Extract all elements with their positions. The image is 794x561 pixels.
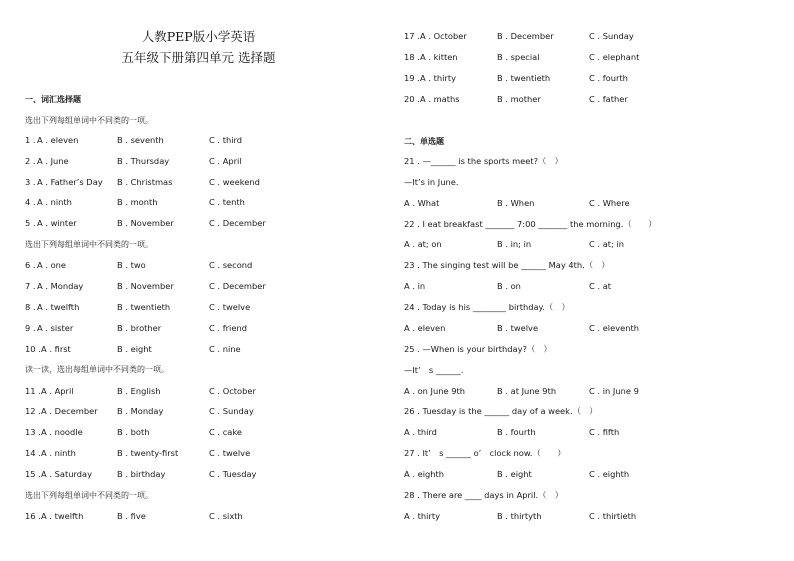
option-c[interactable]: C . at [589, 281, 612, 291]
option-c[interactable]: C . tenth [209, 197, 245, 207]
question-dialogue-line: —It’s in June. [404, 177, 459, 187]
section-heading-vocab: 一、词汇选择题 [25, 95, 81, 104]
option-b[interactable]: B . month [117, 197, 158, 207]
question-number: 10 . [25, 344, 41, 354]
option-b[interactable]: B . special [497, 52, 540, 62]
option-b[interactable]: B . five [117, 511, 146, 521]
option-c[interactable]: C . thirtieth [589, 511, 637, 521]
option-c[interactable]: C . elephant [589, 52, 640, 62]
option-b[interactable]: B . Thursday [117, 156, 170, 166]
option-c[interactable]: C . eleventh [589, 323, 640, 333]
question-number: 9 . [25, 323, 36, 333]
option-c[interactable]: C . sixth [209, 511, 243, 521]
question-number: 17 . [404, 31, 420, 41]
section-heading-single-choice: 二、单选题 [404, 137, 444, 146]
option-c[interactable]: C . nine [209, 344, 241, 354]
option-b[interactable]: B . When [497, 198, 535, 208]
option-a[interactable]: A . kitten [420, 52, 458, 62]
option-b[interactable]: B . brother [117, 323, 162, 333]
option-a[interactable]: A . noodle [41, 427, 83, 437]
option-a[interactable]: A . Monday [37, 281, 84, 291]
option-a[interactable]: A . in [404, 281, 426, 291]
option-a[interactable]: A . at; on [404, 239, 442, 249]
option-a[interactable]: A . October [420, 31, 467, 41]
question-number: 15 . [25, 469, 41, 479]
question-stem: 24 . Today is his ________ birthday.（ ） [404, 302, 570, 312]
option-b[interactable]: B . mother [497, 94, 541, 104]
question-number: 12 . [25, 406, 41, 416]
question-number: 3 . [25, 177, 36, 187]
question-stem: 21 . —______ is the sports meet?（ ） [404, 156, 563, 166]
question-number: 16 . [25, 511, 41, 521]
option-c[interactable]: C . April [209, 156, 242, 166]
question-number: 4 . [25, 197, 36, 207]
question-number: 6 . [25, 260, 36, 270]
question-number: 13 . [25, 427, 41, 437]
question-stem: 28 . There are ____ days in April.（ ） [404, 490, 564, 500]
option-c[interactable]: C . in June 9 [589, 386, 639, 396]
question-stem: 23 . The singing test will be ______ May 4th.（ ） [404, 260, 610, 270]
option-c[interactable]: C . weekend [209, 177, 260, 187]
worksheet-title: 人教PEP版小学英语 [141, 29, 256, 44]
option-a[interactable]: A . ninth [41, 448, 76, 458]
option-a[interactable]: A . one [37, 260, 67, 270]
question-number: 14 . [25, 448, 41, 458]
option-b[interactable]: B . thirtyth [497, 511, 542, 521]
option-a[interactable]: A . third [404, 427, 437, 437]
option-a[interactable]: A . eleven [37, 135, 79, 145]
instruction-text: 选出下列每组单词中不同类的一项。 [25, 240, 153, 249]
option-c[interactable]: C . friend [209, 323, 247, 333]
option-b[interactable]: B . at June 9th [497, 386, 557, 396]
option-c[interactable]: C . cake [209, 427, 242, 437]
option-b[interactable]: B . birthday [117, 469, 166, 479]
option-a[interactable]: A . December [41, 406, 98, 416]
option-c[interactable]: C . second [209, 260, 253, 270]
option-b[interactable]: B . twenty-first [117, 448, 179, 458]
option-a[interactable]: A . eleven [404, 323, 446, 333]
question-number: 2 . [25, 156, 36, 166]
option-b[interactable]: B . twelve [497, 323, 539, 333]
question-number: 18 . [404, 52, 420, 62]
question-stem: 26 . Tuesday is the ______ day of a week.（ ） [404, 406, 598, 416]
option-a[interactable]: A . thirty [404, 511, 440, 521]
option-b[interactable]: B . fourth [497, 427, 536, 437]
option-c[interactable]: C . father [589, 94, 628, 104]
option-c[interactable]: C . December [209, 218, 266, 228]
option-a[interactable]: A . Saturday [41, 469, 92, 479]
question-number: 1 . [25, 135, 36, 145]
option-c[interactable]: C . twelve [209, 448, 251, 458]
option-a[interactable]: A . June [37, 156, 69, 166]
option-a[interactable]: A . Father’s Day [37, 177, 103, 187]
option-a[interactable]: A . eighth [404, 469, 445, 479]
instruction-text: 选出下列每组单词中不同类的一项。 [25, 491, 153, 500]
question-number: 5 . [25, 218, 36, 228]
worksheet-subtitle: 五年级下册第四单元 选择题 [121, 50, 276, 65]
option-c[interactable]: C . October [209, 386, 256, 396]
option-b[interactable]: B . two [117, 260, 146, 270]
question-number: 20 . [404, 94, 420, 104]
option-a[interactable]: A . winter [37, 218, 77, 228]
question-number: 8 . [25, 302, 36, 312]
question-stem: 22 . I eat breakfast _______ 7:00 _______ the morning.（ ） [404, 219, 657, 229]
option-c[interactable]: C . third [209, 135, 243, 145]
option-a[interactable]: A . on June 9th [404, 386, 466, 396]
option-b[interactable]: B . eight [497, 469, 532, 479]
option-a[interactable]: A . twelfth [37, 302, 80, 312]
question-number: 7 . [25, 281, 36, 291]
option-c[interactable]: C . Sunday [589, 31, 634, 41]
question-dialogue-line: —It’ s ______. [404, 365, 464, 375]
option-c[interactable]: C . Sunday [209, 406, 254, 416]
option-b[interactable]: B . in; in [497, 239, 532, 249]
option-b[interactable]: B . November [117, 281, 174, 291]
option-a[interactable]: A . maths [420, 94, 460, 104]
option-c[interactable]: C . December [209, 281, 266, 291]
question-number: 19 . [404, 73, 420, 83]
question-stem: 25 . —When is your birthday?（ ） [404, 344, 552, 354]
option-b[interactable]: B . twentieth [117, 302, 171, 312]
option-b[interactable]: B . November [117, 218, 174, 228]
question-number: 11 . [25, 386, 41, 396]
option-b[interactable]: B . twentieth [497, 73, 551, 83]
option-b[interactable]: B . Monday [117, 406, 164, 416]
option-a[interactable]: A . thirty [420, 73, 456, 83]
option-c[interactable]: C . eighth [589, 469, 630, 479]
option-b[interactable]: B . both [117, 427, 150, 437]
option-c[interactable]: C . Where [589, 198, 630, 208]
option-b[interactable]: B . December [497, 31, 554, 41]
option-c[interactable]: C . Tuesday [209, 469, 257, 479]
option-b[interactable]: B . seventh [117, 135, 164, 145]
option-a[interactable]: A . What [404, 198, 440, 208]
option-b[interactable]: B . Christmas [117, 177, 173, 187]
option-b[interactable]: B . eight [117, 344, 152, 354]
option-a[interactable]: A . April [41, 386, 74, 396]
option-a[interactable]: A . ninth [37, 197, 72, 207]
option-c[interactable]: C . fifth [589, 427, 620, 437]
option-b[interactable]: B . on [497, 281, 521, 291]
option-a[interactable]: A . sister [37, 323, 74, 333]
instruction-text: 读一读，选出每组单词中不同类的一项。 [25, 365, 169, 374]
question-stem: 27 . It’ s ______ o’ clock now.（ ） [404, 448, 566, 458]
option-a[interactable]: A . twelfth [41, 511, 84, 521]
option-c[interactable]: C . at; in [589, 239, 625, 249]
option-a[interactable]: A . first [41, 344, 71, 354]
option-c[interactable]: C . twelve [209, 302, 251, 312]
instruction-text: 选出下列每组单词中不同类的一项。 [25, 116, 153, 125]
option-c[interactable]: C . fourth [589, 73, 628, 83]
option-b[interactable]: B . English [117, 386, 161, 396]
